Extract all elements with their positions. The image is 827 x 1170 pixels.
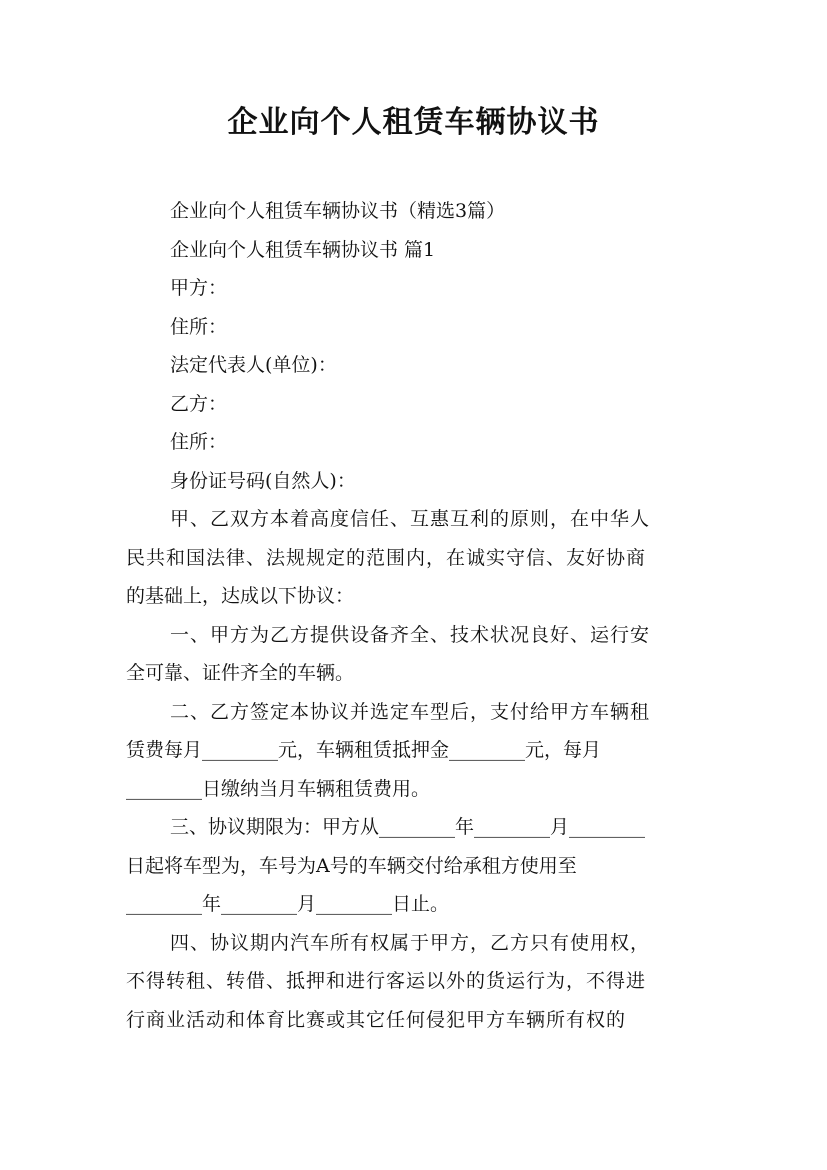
clause-4-line: 行商业活动和体育比赛或其它任何侵犯甲方车辆所有权的: [126, 1008, 627, 1031]
section-heading: 企业向个人租赁车辆协议书 篇1: [170, 238, 436, 261]
document-title: 企业向个人租赁车辆协议书: [227, 105, 600, 140]
paragraph-line: 民共和国法律、法规规定的范围内，在诚实守信、友好协商: [126, 546, 647, 569]
id-number-label: 身份证号码(自然人)：: [170, 469, 356, 492]
clause-1-line: 全可靠、证件齐全的车辆。: [126, 662, 355, 684]
clause-1-line: 一、甲方为乙方提供设备齐全、技术状况良好、运行安: [170, 623, 651, 646]
party-a-address-label: 住所：: [170, 315, 228, 338]
subtitle-line: 企业向个人租赁车辆协议书（精选3篇）: [170, 200, 506, 222]
clause-3-line: ________年________月________日止。: [126, 893, 450, 915]
paragraph-line: 的基础上，达成以下协议：: [126, 585, 355, 607]
party-b-address-label: 住所：: [170, 431, 228, 453]
party-a-label: 甲方：: [170, 277, 228, 299]
document-body: [126, 192, 706, 1039]
legal-representative-label: 法定代表人(单位)：: [170, 354, 337, 376]
clause-4-line: 不得转租、转借、抵押和进行客运以外的货运行为，不得进: [126, 970, 647, 992]
party-b-label: 乙方：: [170, 392, 228, 415]
clause-4-line: 四、协议期内汽车所有权属于甲方，乙方只有使用权，: [170, 931, 651, 954]
clause-2-line: 赁费每月________元，车辆租赁抵押金________元，每月: [126, 739, 602, 761]
clause-2-line: 二、乙方签定本协议并选定车型后，支付给甲方车辆租: [170, 700, 651, 723]
clause-3-line: 日起将车型为，车号为A号的车辆交付给承租方使用至: [126, 854, 577, 877]
clause-2-line: ________日缴纳当月车辆租赁费用。: [126, 777, 431, 800]
clause-3-line: 三、协议期限为：甲方从________年________月________: [170, 816, 646, 838]
paragraph-line: 甲、乙双方本着高度信任、互惠互利的原则，在中华人: [170, 508, 651, 530]
